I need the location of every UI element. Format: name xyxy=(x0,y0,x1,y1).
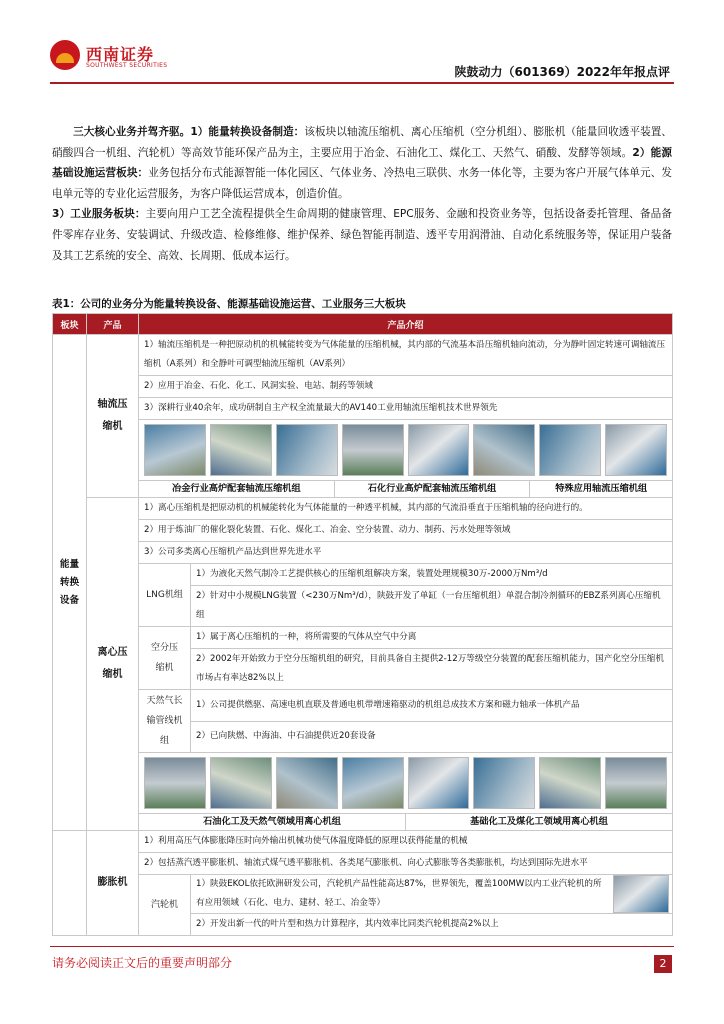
table-row xyxy=(53,875,673,914)
table-row xyxy=(53,520,673,542)
equipment-photo xyxy=(408,757,470,809)
equipment-photo xyxy=(276,424,338,476)
table-row xyxy=(53,335,673,376)
lead-heading: 三大核心业务并驾齐驱。 xyxy=(73,126,191,138)
table-row xyxy=(53,398,673,420)
gas-desc-2: 2）已向陕燃、中海油、中石油提供近20套设备 xyxy=(191,721,673,753)
product-expander: 膨胀机 xyxy=(87,831,139,936)
header-product: 产品 xyxy=(87,314,139,335)
equipment-photo xyxy=(144,757,206,809)
segment-cell xyxy=(53,335,87,831)
equipment-photo xyxy=(473,757,535,809)
table-row xyxy=(53,831,673,853)
section-1-text: 该板块以轴流压缩机、离心压缩机（空分机组）、膨胀机（能量回收透平装置、硝酸四合一机组、汽轮机）等高效节能环保产品为主，主要应用于冶金、石油化工、煤化工、天然气、硝酸、发酵等领域。 xyxy=(52,126,673,159)
equipment-photo xyxy=(605,424,667,476)
logo-english-name: SOUTHWEST SECURITIES xyxy=(86,62,168,69)
equipment-photo xyxy=(539,424,601,476)
header-divider xyxy=(50,82,674,84)
caption-centrifugal-1: 石油化工及天然气领域用离心机组 xyxy=(139,814,406,830)
report-title: 陕鼓动力（601369）2022年年报点评 xyxy=(454,65,670,79)
equipment-photo xyxy=(605,757,667,809)
section-3-heading: 3）工业服务板块： xyxy=(52,208,146,221)
equipment-photo xyxy=(408,424,470,476)
air-desc-1: 1）属于离心压缩机的一种，将所需要的气体从空气中分离 xyxy=(191,627,673,649)
equipment-photo xyxy=(539,757,601,809)
centrifugal-desc-2: 2）用于炼油厂的催化裂化装置、石化、煤化工、冶金、空分装置、动力、制药、污水处理等领域 xyxy=(139,520,673,542)
disclaimer-notice: 请务必阅读正文后的重要声明部分 xyxy=(52,956,233,970)
turbine-desc-1: 1）陕鼓EKOL依托欧洲研发公司，汽轮机产品性能高达87%，世界领先，覆盖100MW以内工业汽轮机的所有应用领域（石化、电力、建材、轻工、冶金等） xyxy=(196,879,602,908)
equipment-photo xyxy=(342,757,404,809)
caption-row xyxy=(53,814,673,831)
table-title: 表1：公司的业务分为能量转换设备、能源基础设施运营、工业服务三大板块 xyxy=(52,298,406,310)
equipment-photo xyxy=(210,757,272,809)
centrifugal-photos xyxy=(139,753,673,814)
sub-air xyxy=(139,627,191,690)
caption-row xyxy=(53,481,673,498)
centrifugal-desc-3: 3）公司多类离心压缩机产品达到世界先进水平 xyxy=(139,542,673,564)
equipment-photo xyxy=(473,424,535,476)
equipment-photo xyxy=(144,424,206,476)
axial-captions xyxy=(139,481,673,498)
turbine-desc-1-cell xyxy=(191,875,673,914)
sub-gas-label: 天然气长输管线机组 xyxy=(146,696,183,746)
equipment-photo xyxy=(342,424,404,476)
equipment-photo xyxy=(210,424,272,476)
section-1-heading: 1）能量转换设备制造： xyxy=(190,126,305,138)
header-description: 产品介绍 xyxy=(139,314,673,335)
axial-photos xyxy=(139,420,673,481)
lng-desc-2: 2）针对中小规模LNG装置（<230万Nm³/d），陕鼓开发了单缸（一台压缩机组）单混合制冷剂循环的EBZ系列离心压缩机组 xyxy=(191,586,673,627)
section-2-heading: 2）能源基础设施运营板块： xyxy=(52,146,673,180)
table-row xyxy=(53,690,673,722)
axial-desc-3: 3）深耕行业40余年，成功研制自主产权全流量最大的AV140工业用轴流压缩机技术世界领先 xyxy=(139,398,673,420)
caption-axial-1: 冶金行业高炉配套轴流压缩机组 xyxy=(139,481,335,497)
product-axial xyxy=(87,335,139,498)
table-row xyxy=(53,627,673,649)
centrifugal-desc-1: 1）离心压缩机是把原动机的机械能转化为气体能量的一种透平机械，其内部的气流沿垂直于压缩机轴的径向进行的。 xyxy=(139,498,673,520)
equipment-photo xyxy=(276,757,338,809)
table-row xyxy=(53,853,673,875)
air-desc-2: 2）2002年开始致力于空分压缩机组的研究，目前具备自主提供2-12万等级空分装置的配套压缩机能力，国产化空分压缩机市场占有率达82%以上 xyxy=(191,649,673,690)
axial-desc-2: 2）应用于冶金、石化、化工、风洞实验、电站、制药等领域 xyxy=(139,376,673,398)
lng-desc-1: 1）为液化天然气制冷工艺提供核心的压缩机组解决方案，装置处理规模30万-2000万Nm³/d xyxy=(191,564,673,586)
section-2-text: 业务包括分布式能源智能一体化园区、气体业务、冷热电三联供、水务一体化等，主要为客户开展气体单元、发电单元等的专业化运营服务，为客户降低运营成本，创造价值。 xyxy=(52,167,673,200)
photo-row xyxy=(53,753,673,814)
sub-air-label: 空分压缩机 xyxy=(151,643,179,673)
caption-axial-3: 特殊应用轴流压缩机组 xyxy=(555,483,648,494)
page-number: 2 xyxy=(654,955,672,973)
section-3-text: 主要向用户工艺全流程提供全生命周期的健康管理、EPC服务、金融和投资业务等，包括设备委托管理、备品备件零库存业务、安装调试、升级改造、检修维修、维护保养、绿色智能再制造、透平专用润滑油、自动化系统服务等，保证用户装备及其工艺系统的安全、高效、长周期、低成本运行。 xyxy=(52,208,672,262)
business-table xyxy=(52,313,673,936)
axial-desc-1: 1）轴流压缩机是一种把原动机的机械能转变为气体能量的压缩机械，其内部的气流基本沿压缩机轴向流动，分为静叶固定转速可调轴流压缩机（A系列）和全静叶可调型轴流压缩机（AV系列） xyxy=(139,335,673,376)
table-row xyxy=(53,376,673,398)
sub-lng: LNG机组 xyxy=(139,564,191,627)
segment-label: 能量转换设备 xyxy=(59,558,80,606)
logo-emblem-icon xyxy=(50,40,80,70)
turbine-desc-2: 2）开发出新一代的叶片型和热力计算程序，其内效率比同类汽轮机提高2%以上 xyxy=(191,914,673,936)
product-centrifugal xyxy=(87,498,139,831)
company-logo xyxy=(50,40,200,76)
turbine-photo xyxy=(613,875,669,913)
footer-divider xyxy=(50,946,674,947)
segment-cell-continued xyxy=(53,831,87,936)
table-header-row xyxy=(53,314,673,335)
sub-turbine: 汽轮机 xyxy=(139,875,191,936)
expander-desc-1: 1）利用高压气体膨胀降压时向外输出机械功使气体温度降低的原理以获得能量的机械 xyxy=(139,831,673,853)
body-paragraph xyxy=(52,122,672,266)
table-row xyxy=(53,542,673,564)
caption-axial-2: 石化行业高炉配套轴流压缩机组 xyxy=(335,481,531,497)
centrifugal-captions xyxy=(139,814,673,831)
table-row xyxy=(53,498,673,520)
product-centrifugal-label: 离心压缩机 xyxy=(97,647,128,680)
table-row xyxy=(53,564,673,586)
photo-row xyxy=(53,420,673,481)
caption-centrifugal-2: 基础化工及煤化工领域用离心机组 xyxy=(470,816,608,827)
logo-chinese-name: 西南证券 xyxy=(86,45,155,64)
header-segment: 板块 xyxy=(53,314,87,335)
expander-desc-2: 2）包括蒸汽透平膨胀机、轴流式煤气透平膨胀机、各类尾气膨胀机、向心式膨胀等各类膨胀机，均达到国际先进水平 xyxy=(139,853,673,875)
gas-desc-1: 1）公司提供燃驱、高速电机直联及普通电机带增速箱驱动的机组总成技术方案和磁力轴承一体机产品 xyxy=(191,690,673,722)
sub-gas xyxy=(139,690,191,753)
product-axial-label: 轴流压缩机 xyxy=(97,399,128,432)
